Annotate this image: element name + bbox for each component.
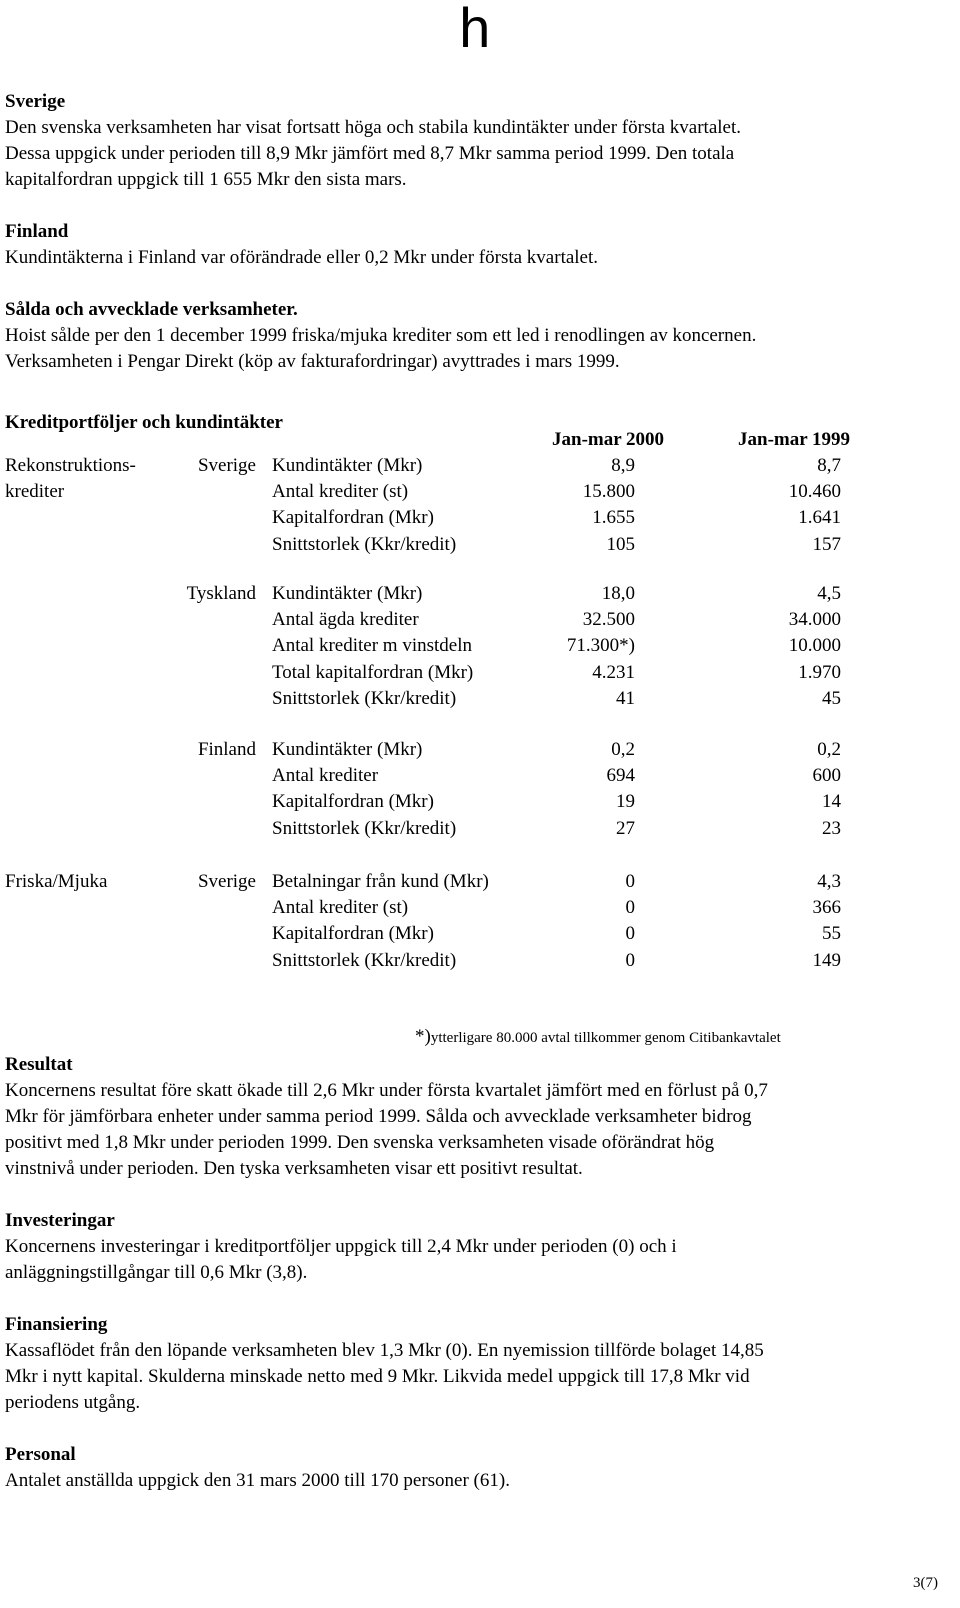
value-2000: 0,2 (611, 739, 635, 760)
row-label: Antal krediter (272, 765, 379, 787)
section-text-line: kapitalfordran uppgick till 1 655 Mkr den sista mars. (5, 169, 407, 190)
column-header: Jan-mar 1999 (738, 429, 851, 450)
row-label: Kapitalfordran (Mkr) (272, 507, 434, 529)
row-label: Snittstorlek (Kkr/kredit) (272, 817, 457, 839)
section (5, 219, 945, 271)
page-number: 3(7) (913, 1575, 938, 1591)
row-label: Total kapitalfordran (Mkr) (272, 661, 474, 683)
value-2000: 694 (606, 765, 635, 787)
row-label: Snittstorlek (Kkr/kredit) (272, 949, 457, 971)
footnote (415, 1024, 781, 1051)
value-1999: 1.641 (798, 507, 841, 529)
value-1999: 4,3 (817, 871, 841, 892)
value-1999: 23 (822, 817, 841, 839)
value-2000: 18,0 (601, 583, 635, 604)
value-1999: 14 (822, 791, 841, 813)
value-2000: 1.655 (592, 507, 635, 529)
section (5, 1312, 945, 1416)
row-label: Snittstorlek (Kkr/kredit) (272, 687, 457, 709)
value-1999: 10.000 (788, 635, 841, 657)
section-heading: Personal (5, 1444, 76, 1465)
section-text-line: Den svenska verksamheten har visat fortsatt höga och stabila kundintäkter under första kvartalet. (5, 117, 742, 138)
footnote-mark: *) (415, 1026, 431, 1047)
table-title: Kreditportföljer och kundintäkter (5, 412, 283, 433)
section-heading: Finland (5, 221, 69, 242)
country-label: Finland (197, 739, 256, 760)
section-heading: Investeringar (5, 1210, 115, 1231)
section-text-line: positivt med 1,8 Mkr under perioden 1999. Den svenska verksamheten visade oförändrat hög (5, 1132, 715, 1153)
row-label: Betalningar från kund (Mkr) (272, 871, 489, 892)
section (5, 1052, 945, 1182)
value-2000: 41 (616, 687, 635, 709)
section-text-line: Kundintäkterna i Finland var oförändrade eller 0,2 Mkr under första kvartalet. (5, 247, 599, 268)
category-label: krediter (5, 481, 65, 503)
section-text-line: vinstnivå under perioden. Den tyska verksamheten visar ett positivt resultat. (5, 1158, 583, 1179)
value-2000: 0 (625, 871, 635, 892)
country-label: Sverige (197, 455, 256, 476)
value-2000: 19 (616, 791, 635, 813)
value-2000: 71.300*) (566, 635, 635, 657)
country-label: Tyskland (186, 583, 256, 604)
header-glyph: h (458, 0, 492, 64)
value-1999: 45 (822, 687, 841, 709)
value-1999: 157 (812, 533, 841, 555)
value-2000: 32.500 (582, 609, 635, 631)
section-text-line: Dessa uppgick under perioden till 8,9 Mkr jämfört med 8,7 Mkr samma period 1999. Den totala (5, 143, 735, 164)
section-text-line: periodens utgång. (5, 1392, 141, 1413)
value-2000: 4.231 (592, 661, 635, 683)
section (5, 1208, 945, 1286)
value-1999: 1.970 (798, 661, 841, 683)
value-1999: 366 (812, 897, 841, 919)
row-label: Antal ägda krediter (272, 609, 419, 631)
value-1999: 34.000 (788, 609, 841, 631)
value-2000: 15.800 (582, 481, 635, 503)
footnote-text: ytterligare 80.000 avtal tillkommer genom Citibankavtalet (430, 1030, 781, 1046)
value-1999: 0,2 (817, 739, 841, 760)
category-label: Friska/Mjuka (5, 871, 108, 892)
section (5, 89, 945, 193)
row-label: Snittstorlek (Kkr/kredit) (272, 533, 457, 555)
section-heading: Resultat (5, 1054, 73, 1075)
section-text-line: Mkr för jämförbara enheter under samma period 1999. Sålda och avvecklade verksamheter bidrog (5, 1106, 752, 1127)
section-text-line: Koncernens investeringar i kreditportföljer uppgick till 2,4 Mkr under perioden (0) och i (5, 1236, 677, 1257)
column-header: Jan-mar 2000 (552, 429, 665, 450)
value-1999: 8,7 (817, 455, 841, 476)
section-heading: Sålda och avvecklade verksamheter. (5, 299, 298, 320)
value-1999: 55 (822, 923, 841, 945)
section-text-line: anläggningstillgångar till 0,6 Mkr (3,8). (5, 1262, 308, 1283)
value-1999: 600 (812, 765, 841, 787)
value-2000: 8,9 (611, 455, 635, 476)
value-1999: 10.460 (788, 481, 841, 503)
row-label: Antal krediter (st) (272, 897, 409, 919)
section-text-line: Kassaflödet från den löpande verksamheten blev 1,3 Mkr (0). En nyemission tillförde bolaget 14,85 (5, 1340, 764, 1361)
section-heading: Finansiering (5, 1314, 108, 1335)
section-text-line: Verksamheten i Pengar Direkt (köp av fakturafordringar) avyttrades i mars 1999. (5, 351, 620, 372)
section-text-line: Antalet anställda uppgick den 31 mars 2000 till 170 personer (61). (5, 1470, 510, 1491)
row-label: Kundintäkter (Mkr) (272, 455, 423, 476)
value-1999: 4,5 (817, 583, 841, 604)
value-2000: 0 (625, 923, 635, 945)
category-label: Rekonstruktions- (5, 455, 136, 476)
row-label: Kundintäkter (Mkr) (272, 583, 423, 604)
value-2000: 0 (625, 949, 635, 971)
value-2000: 0 (625, 897, 635, 919)
country-label: Sverige (197, 871, 256, 892)
section (5, 297, 945, 375)
value-2000: 27 (616, 817, 635, 839)
row-label: Antal krediter (st) (272, 481, 409, 503)
row-label: Kapitalfordran (Mkr) (272, 923, 434, 945)
row-label: Kapitalfordran (Mkr) (272, 791, 434, 813)
row-label: Antal krediter m vinstdeln (272, 635, 472, 657)
section-text-line: Koncernens resultat före skatt ökade till 2,6 Mkr under första kvartalet jämfört med en förlust på 0,7 (5, 1080, 768, 1101)
value-1999: 149 (812, 949, 841, 971)
value-2000: 105 (606, 533, 635, 555)
section-text-line: Mkr i nytt kapital. Skulderna minskade netto med 9 Mkr. Likvida medel uppgick till 17,8 Mkr vid (5, 1366, 750, 1387)
row-label: Kundintäkter (Mkr) (272, 739, 423, 760)
section-heading: Sverige (5, 91, 66, 112)
section-text-line: Hoist sålde per den 1 december 1999 friska/mjuka krediter som ett led i renodlingen av koncernen. (5, 325, 757, 346)
section (5, 1442, 945, 1494)
